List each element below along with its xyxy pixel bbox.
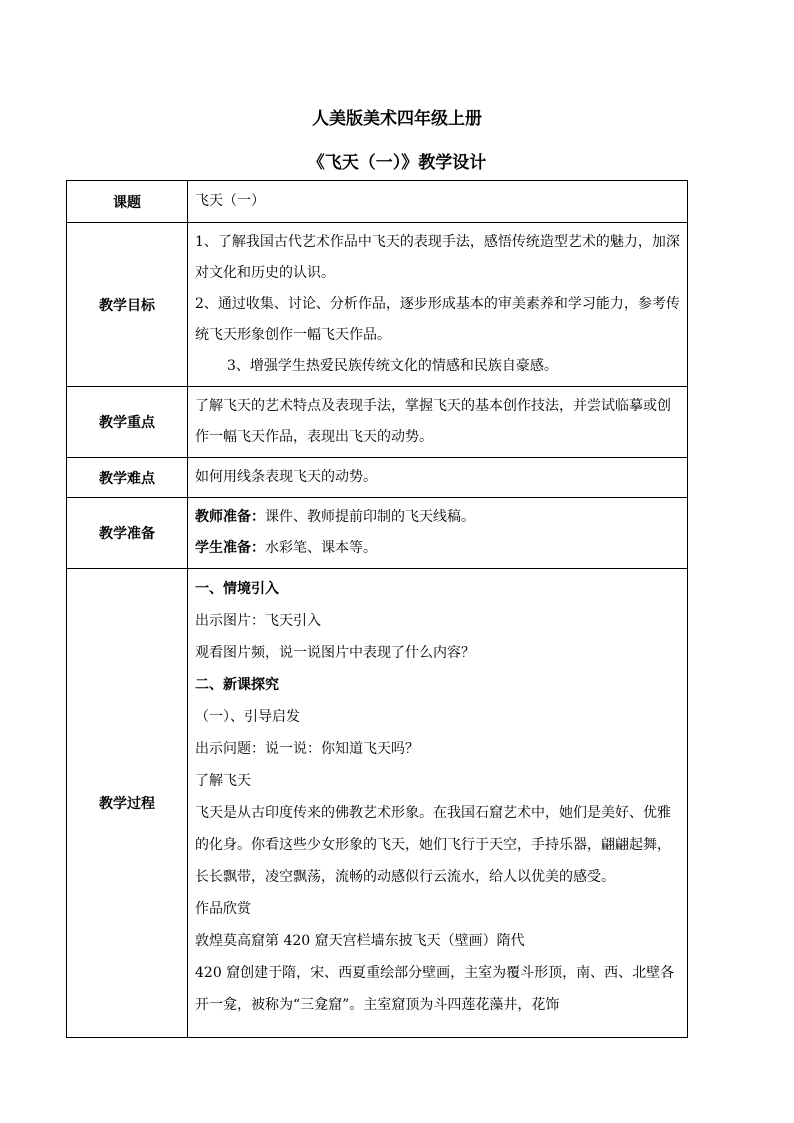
key-points-value xyxy=(188,387,688,458)
teacher-preparation xyxy=(195,502,681,533)
key-points-text: 了解飞天的艺术特点及表现手法，掌握飞天的基本创作技法，并尝试临摹或创作一幅飞天作品，表现出飞天的动势。 xyxy=(195,398,671,445)
goal-item-1: 1、了解我国古代艺术作品中飞天的表现手法，感悟传统造型艺术的魅力，加深对文化和历史的认识。 xyxy=(195,234,680,281)
process-label: 教学过程 xyxy=(67,569,188,1038)
process-line: 了解飞天 xyxy=(195,773,251,789)
process-line: （一）、引导启发 xyxy=(195,709,300,725)
topic-value xyxy=(188,181,688,223)
process-line: 出示图片：飞天引入 xyxy=(195,613,321,629)
student-preparation xyxy=(195,533,681,564)
goal-item-2: 2、通过收集、讨论、分析作品，逐步形成基本的审美素养和学习能力，参考传统飞天形象创作一幅飞天作品。 xyxy=(195,296,680,343)
process-value xyxy=(188,569,688,1038)
teacher-preparation-label: 教师准备： xyxy=(195,509,265,525)
process-section1-heading: 一、情境引入 xyxy=(195,581,279,597)
process-line: 出示问题：说一说：你知道飞天吗？ xyxy=(195,741,419,757)
table-row-topic xyxy=(67,181,688,223)
process-line: 作品欣赏 xyxy=(195,901,251,917)
process-section2-heading: 二、新课探究 xyxy=(195,677,279,693)
goals-value xyxy=(188,223,688,387)
difficulties-label: 教学难点 xyxy=(67,458,188,498)
student-preparation-text: 水彩笔、课本等。 xyxy=(265,540,377,556)
goals-label: 教学目标 xyxy=(67,223,188,387)
process-paragraph: 飞天是从古印度传来的佛教艺术形象。在我国石窟艺术中，她们是美好、优雅的化身。你看这些少女形象的飞天，她们飞行于天空，手持乐器，翩翩起舞，长长飘带，凌空飘荡，流畅的动感似行云流水，给人以优美的感受。 xyxy=(195,805,671,885)
lesson-plan-table xyxy=(66,180,688,1038)
goal-item-3: 3、增强学生热爱民族传统文化的情感和民族自豪感。 xyxy=(227,358,558,374)
process-line: 敦煌莫高窟第 420 窟天宫栏墙东披飞天（壁画）隋代 xyxy=(195,933,525,949)
table-row-preparation xyxy=(67,498,688,569)
table-row-difficulties xyxy=(67,458,688,498)
table-row-key-points xyxy=(67,387,688,458)
process-paragraph: 420 窟创建于隋，宋、西夏重绘部分壁画，主室为覆斗形顶，南、西、北壁各开一龛，被称为“三龛窟”。主室窟顶为斗四莲花藻井，花饰 xyxy=(195,965,675,1013)
topic-label: 课题 xyxy=(67,181,188,223)
document-title-line2: 《飞天（一）》教学设计 xyxy=(307,153,487,173)
teacher-preparation-text: 课件、教师提前印制的飞天线稿。 xyxy=(265,509,475,525)
student-preparation-label: 学生准备： xyxy=(195,540,265,556)
document-title-line1: 人美版美术四年级上册 xyxy=(312,109,482,129)
key-points-label: 教学重点 xyxy=(67,387,188,458)
preparation-label: 教学准备 xyxy=(67,498,188,569)
difficulties-value xyxy=(188,458,688,498)
table-row-process xyxy=(67,569,688,1038)
topic-text: 飞天（一） xyxy=(195,193,265,209)
process-line: 观看图片频，说一说图片中表现了什么内容？ xyxy=(195,645,475,661)
difficulties-text: 如何用线条表现飞天的动势。 xyxy=(195,469,377,485)
preparation-value xyxy=(188,498,688,569)
table-row-goals xyxy=(67,223,688,387)
